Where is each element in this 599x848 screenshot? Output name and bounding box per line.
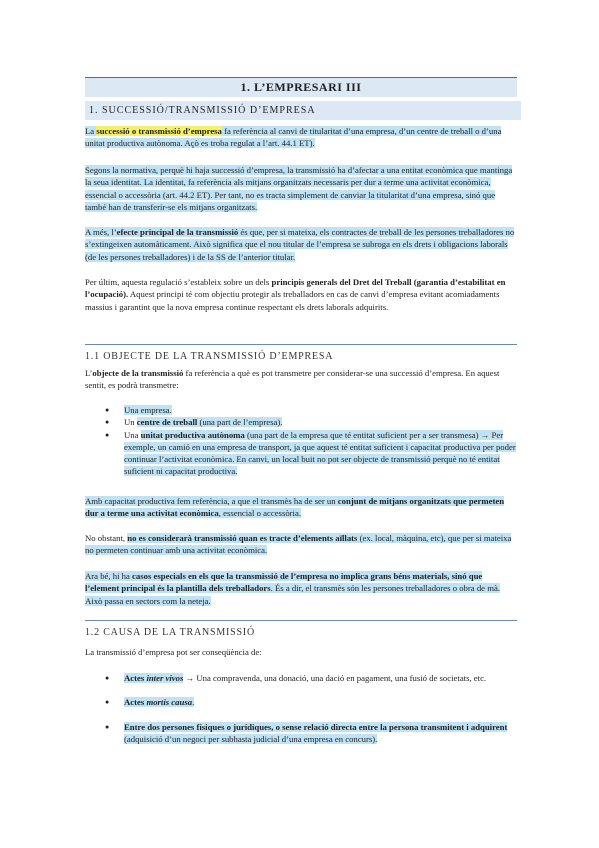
text: L’ <box>85 368 93 378</box>
subsection-heading-objecte: 1.1 OBJECTE DE LA TRANSMISSIÓ D’EMPRESA <box>85 344 517 362</box>
bold-term: Entre dos persones físiques o jurídiques, o sense relació directa entre la persona transmitent i adquirent <box>124 721 508 732</box>
paragraph-elements-aillats <box>85 532 517 557</box>
text: Amb capacitat productiva fem referència, a que el transmès ha de ser un <box>85 496 338 506</box>
text: (adquisició d’un negoci per subhasta judicial d’una empresa en concurs). <box>124 733 378 744</box>
causa-list <box>103 672 517 745</box>
list-item <box>103 416 517 428</box>
list-item <box>103 721 517 746</box>
paragraph-normativa <box>85 164 517 213</box>
list-item <box>103 696 517 708</box>
highlight-term: successió o transmissió d’empresa <box>96 126 222 136</box>
text: Un <box>124 417 137 428</box>
paragraph-causa <box>85 646 517 658</box>
bold-term: efecte principal de la transmissió <box>116 227 239 237</box>
text: Aquest principi té com objectiu protegir als treballadors en cas de canvi d’empresa evitant acomiadaments massius i garantint que la nova empresa continue respectant els drets laborals adquirits. <box>85 289 500 312</box>
bold-term: Actes <box>124 697 147 708</box>
text: , essencial o accessòria. <box>218 508 302 519</box>
text: → Una compravenda, una donació, una dació en pagament, una fusió de societats, etc. <box>183 673 487 683</box>
list-item <box>103 672 517 684</box>
bold-term: Actes <box>124 673 147 683</box>
text: Ara bé, hi ha <box>85 571 133 581</box>
paragraph-definition <box>85 125 517 150</box>
text: (una part de l’empresa). <box>197 417 283 428</box>
bold-term: no es considerarà transmissió quan es tracte d’elements aïllats <box>127 533 358 543</box>
text: Una <box>124 429 141 440</box>
text: Una empresa. <box>124 405 172 415</box>
list-item <box>103 404 517 416</box>
list-item <box>103 429 517 478</box>
text: La transmissió d’empresa pot ser conseqüència de: <box>85 647 262 657</box>
text: fa referència al canvi de titularitat d’una empresa, d’un centre de treball o d’una unitat productiva autònoma. Açò es troba regulat a l’art. 44.1 ET). <box>85 126 502 149</box>
bold-term: unitat productiva autònoma <box>140 429 245 440</box>
section-heading: 1. SUCCESSIÓ/TRANSMISSIÓ D’EMPRESA <box>85 101 521 120</box>
text: . <box>192 697 195 708</box>
bold-term: centre de treball <box>136 417 198 428</box>
text: No obstant, <box>85 533 128 543</box>
text: A més, l’ <box>85 227 117 237</box>
bold-term: casos especials en els que la transmissió de l’empresa no implica grans béns materials, sinó que l’element principal és la plantilla dels treballadors <box>85 571 483 594</box>
paragraph-capacitat <box>85 495 517 520</box>
italic-term: inter vivos <box>146 673 184 683</box>
paragraph-casos-especials <box>85 570 517 607</box>
text: Per últim, aquesta regulació s’estableix sobre un dels <box>85 277 272 287</box>
text: (una part de la empresa que té entitat suficient per a ser transmesa) → Per exemple, un camió en una empresa de transport, ja que aquest té entitat suficient i capacitat productiva per poder continuar l’activitat econòmica. En canvi, un local buit no pot ser objecte de transmissió perquè no té entitat suficient ni capacitat productiva. <box>124 429 516 477</box>
subsection-heading-causa: 1.2 CAUSA DE LA TRANSMISSIÓ <box>85 620 517 638</box>
bold-term: objecte de la transmissió <box>92 368 184 378</box>
bold-term: principis generals del Dret del Treball (garantia d’estabilitat en l’ocupació). <box>85 277 506 300</box>
objecte-list <box>103 404 517 478</box>
text: . És a dir, el transmès són les persones treballadores o obra de mà. Això passa en sectors com la neteja. <box>85 583 500 606</box>
italic-term: mortis causa <box>146 697 193 708</box>
paragraph-objecte <box>85 367 517 392</box>
paragraph-efecte <box>85 226 517 263</box>
document-title: 1. L’EMPRESARI III <box>85 77 517 97</box>
text: fa referència a què es pot transmetre per considerar-se una successió d’empresa. En aquest sentit, es podrà transmetre: <box>85 368 500 391</box>
text: (ex. local, màquina, etc), que per si mateixa no permeten continuar amb una activitat econòmica. <box>85 533 512 556</box>
bold-term: conjunt de mitjans organitzats que permeten dur a terme una activitat econòmica <box>85 496 505 519</box>
text: Segons la normativa, perquè hi haja successió d’empresa, la transmissió ha d’afectar a una entitat econòmica que mantinga la seua identitat. La identitat, fa referència als mitjans organitzats necessaris per dur a terme una activitat econòmica, essencial o accessòria (art. 44.2 ET). Per tant, no es tracta simplement de canviar la titularitat d’una empresa, sinó que també han de transferir-se els mitjans organitzats. <box>85 165 513 212</box>
text: La <box>85 126 97 136</box>
paragraph-principis <box>85 276 517 313</box>
text: és que, per si mateixa, els contractes de treball de les persones treballadores no s’extingeixen automàticament. Això significa que el nou titular de l’empresa se subroga en els drets i obligacions laborals (de les persones treballadores) i de la SS de l’anterior titular. <box>85 227 515 262</box>
